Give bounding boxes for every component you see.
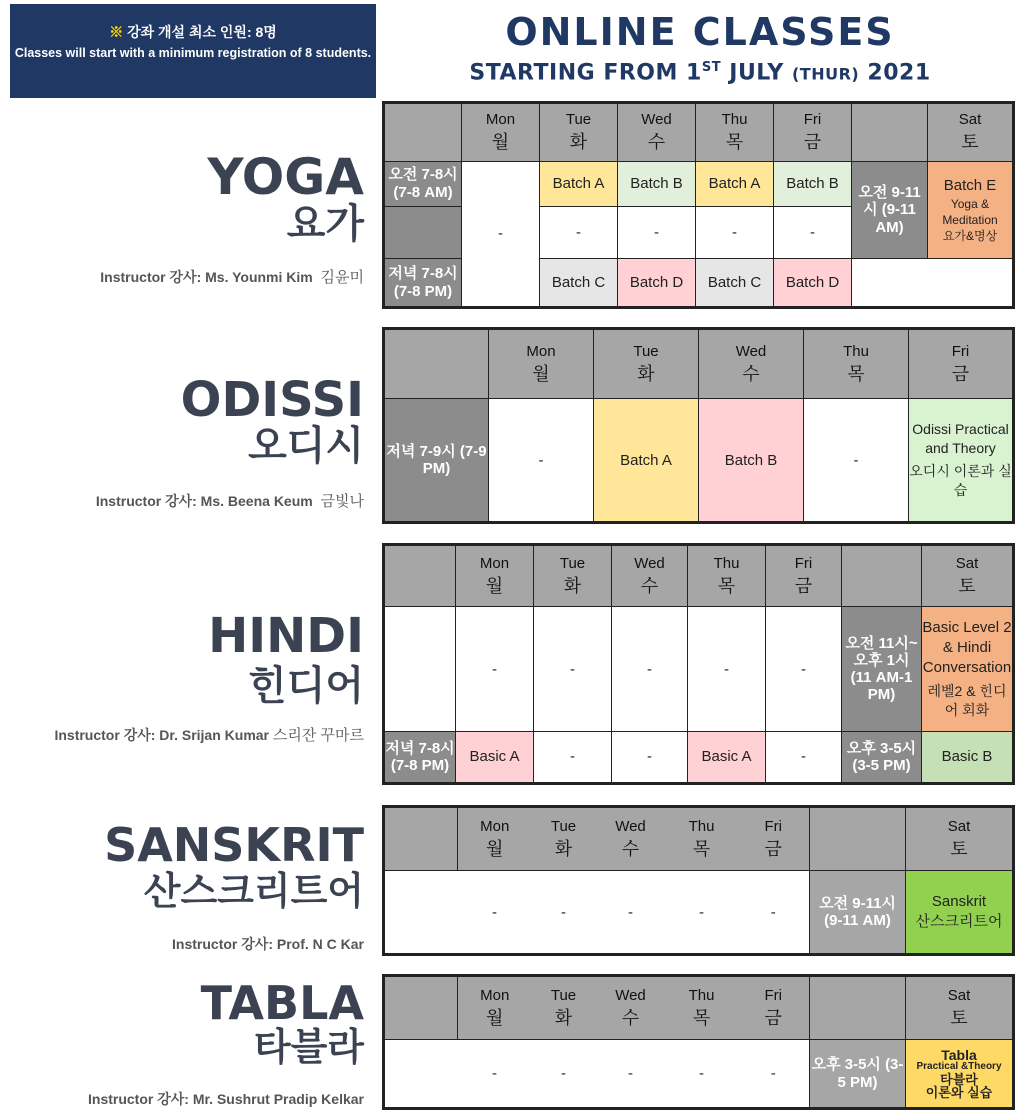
sanskrit-wed-cell: -	[596, 871, 666, 955]
odissi-header-fri: Fri 금	[909, 329, 1014, 399]
hindi-thu-evening: Basic A	[688, 731, 766, 783]
hindi-tue-cell: -	[534, 607, 612, 732]
hindi-time-sat-2: 오후 3-5시 (3-5 PM)	[842, 731, 922, 783]
sanskrit-instructor: Instructor 강사: Prof. N C Kar	[172, 936, 364, 952]
tabla-title	[200, 976, 364, 1069]
hindi-title	[208, 608, 364, 709]
tabla-header-blank	[384, 976, 458, 1040]
odissi-header-wed: Wed 수	[699, 329, 804, 399]
hindi-fri-evening: -	[766, 731, 842, 783]
yoga-header-blank	[384, 103, 462, 162]
yoga-thu-evening: Batch C	[696, 259, 774, 308]
yoga-header-tue: Tue 화	[540, 103, 618, 162]
sanskrit-thu-cell: -	[666, 871, 738, 955]
sanskrit-header-blank	[384, 807, 458, 871]
minimum-registration-notice	[10, 4, 376, 98]
sanskrit-header-mon: Mon 월	[458, 807, 532, 871]
tabla-thu-cell: -	[666, 1040, 738, 1109]
hindi-header-sat: Sat 토	[922, 545, 1014, 607]
hindi-title-ko: 힌디어	[248, 663, 364, 709]
tabla-sat-cell: Tabla Practical &Theory 타블라 이론와 실습	[906, 1040, 1014, 1109]
yoga-header-mon: Mon 월	[462, 103, 540, 162]
sanskrit-tue-cell: -	[532, 871, 596, 955]
reference-mark-icon: ※	[109, 24, 124, 40]
tabla-time: 오후 3-5시 (3-5 PM)	[810, 1040, 906, 1109]
odissi-mon-cell: -	[489, 399, 594, 523]
yoga-wed-mid: -	[618, 206, 696, 259]
yoga-fri-mid: -	[774, 206, 852, 259]
hindi-header-fri: Fri 금	[766, 545, 842, 607]
sanskrit-time-blank	[384, 871, 458, 955]
sanskrit-fri-cell: -	[738, 871, 810, 955]
odissi-header-thu: Thu 목	[804, 329, 909, 399]
tabla-tue-cell: -	[532, 1040, 596, 1109]
odissi-title	[180, 372, 364, 469]
yoga-title-ko: 요가	[286, 201, 364, 247]
hindi-header-blank	[384, 545, 456, 607]
yoga-sat-batch-e: Batch E Yoga & Meditation 요가&명상	[928, 161, 1014, 258]
hindi-mon-cell: -	[456, 607, 534, 732]
hindi-thu-cell: -	[688, 607, 766, 732]
yoga-fri-evening: Batch D	[774, 259, 852, 308]
odissi-thu-cell: -	[804, 399, 909, 523]
sanskrit-header-tue: Tue 화	[532, 807, 596, 871]
odissi-wed-cell: Batch B	[699, 399, 804, 523]
notice-english: Classes will start with a minimum registration of 8 students.	[14, 46, 372, 60]
hindi-time-evening: 저녁 7-8시 (7-8 PM)	[384, 731, 456, 783]
tabla-header-thu: Thu 목	[666, 976, 738, 1040]
tabla-schedule-table	[382, 974, 1015, 1110]
tabla-header-sat-time	[810, 976, 906, 1040]
yoga-time-blank	[384, 206, 462, 259]
sanskrit-schedule-table	[382, 805, 1015, 956]
hindi-schedule-table	[382, 543, 1015, 785]
hindi-header-wed: Wed 수	[612, 545, 688, 607]
hindi-header-sat-time	[842, 545, 922, 607]
notice-korean: 강좌 개설 최소 인원: 8명	[127, 24, 277, 40]
odissi-title-ko: 오디시	[248, 423, 364, 469]
yoga-tue-morning: Batch A	[540, 161, 618, 206]
yoga-time-sat: 오전 9-11시 (9-11 AM)	[852, 161, 928, 258]
yoga-header-thu: Thu 목	[696, 103, 774, 162]
sanskrit-title	[104, 818, 364, 913]
yoga-title	[207, 148, 364, 247]
tabla-mon-cell: -	[458, 1040, 532, 1109]
sanskrit-header-fri: Fri 금	[738, 807, 810, 871]
yoga-header-fri: Fri 금	[774, 103, 852, 162]
sanskrit-mon-cell: -	[458, 871, 532, 955]
tabla-header-mon: Mon 월	[458, 976, 532, 1040]
yoga-thu-mid: -	[696, 206, 774, 259]
odissi-header-tue: Tue 화	[594, 329, 699, 399]
sanskrit-title-en: SANSKRIT	[104, 818, 364, 872]
sanskrit-title-ko: 산스크리트어	[143, 869, 364, 913]
tabla-instructor: Instructor 강사: Mr. Sushrut Pradip Kelkar	[88, 1091, 364, 1107]
page-title: ONLINE CLASSES	[505, 10, 895, 54]
hindi-wed-evening: -	[612, 731, 688, 783]
odissi-instructor: Instructor 강사: Ms. Beena Keum 금빛나	[95, 493, 364, 510]
odissi-tue-cell: Batch A	[594, 399, 699, 523]
sanskrit-header-thu: Thu 목	[666, 807, 738, 871]
hindi-sat-level2: Basic Level 2 & Hindi Conversation 레벨2 & 힌디어 회화	[922, 607, 1014, 732]
yoga-schedule-table	[382, 101, 1015, 309]
odissi-schedule-table	[382, 327, 1015, 524]
yoga-tue-evening: Batch C	[540, 259, 618, 308]
yoga-thu-morning: Batch A	[696, 161, 774, 206]
yoga-header-sat-time	[852, 103, 928, 162]
page-subtitle: STARTING FROM 1ST JULY (THUR) 2021	[469, 60, 931, 86]
hindi-wed-cell: -	[612, 607, 688, 732]
odissi-title-en: ODISSI	[180, 372, 364, 428]
sanskrit-sat-cell: Sanskrit 산스크리트어	[906, 871, 1014, 955]
yoga-header-wed: Wed 수	[618, 103, 696, 162]
odissi-fri-cell: Odissi Practical and Theory 오디시 이론과 실습	[909, 399, 1014, 523]
hindi-time-blank	[384, 607, 456, 732]
tabla-title-ko: 타블라	[253, 1025, 364, 1069]
hindi-header-thu: Thu 목	[688, 545, 766, 607]
sanskrit-header-sat-time	[810, 807, 906, 871]
hindi-title-en: HINDI	[208, 608, 364, 664]
hindi-tue-evening: -	[534, 731, 612, 783]
yoga-fri-morning: Batch B	[774, 161, 852, 206]
tabla-time-blank	[384, 1040, 458, 1109]
tabla-header-sat: Sat 토	[906, 976, 1014, 1040]
yoga-instructor: Instructor 강사: Ms. Younmi Kim 김윤미	[100, 269, 364, 286]
tabla-title-en: TABLA	[200, 976, 364, 1030]
tabla-wed-cell: -	[596, 1040, 666, 1109]
yoga-wed-evening: Batch D	[618, 259, 696, 308]
odissi-header-mon: Mon 월	[489, 329, 594, 399]
hindi-sat-basic-b: Basic B	[922, 731, 1014, 783]
yoga-wed-morning: Batch B	[618, 161, 696, 206]
tabla-header-fri: Fri 금	[738, 976, 810, 1040]
sanskrit-header-wed: Wed 수	[596, 807, 666, 871]
yoga-time-morning: 오전 7-8시 (7-8 AM)	[384, 161, 462, 206]
yoga-tue-mid: -	[540, 206, 618, 259]
hindi-mon-evening: Basic A	[456, 731, 534, 783]
yoga-title-en: YOGA	[207, 148, 364, 206]
odissi-header-blank	[384, 329, 489, 399]
tabla-header-tue: Tue 화	[532, 976, 596, 1040]
tabla-fri-cell: -	[738, 1040, 810, 1109]
hindi-instructor: Instructor 강사: Dr. Srijan Kumar 스리잔 꾸마르	[54, 727, 364, 744]
yoga-sat-evening	[852, 259, 1014, 308]
odissi-time: 저녁 7-9시 (7-9 PM)	[384, 399, 489, 523]
yoga-time-evening: 저녁 7-8시 (7-8 PM)	[384, 259, 462, 308]
tabla-header-wed: Wed 수	[596, 976, 666, 1040]
hindi-time-sat-1: 오전 11시~ 오후 1시 (11 AM-1 PM)	[842, 607, 922, 732]
sanskrit-time: 오전 9-11시 (9-11 AM)	[810, 871, 906, 955]
hindi-header-tue: Tue 화	[534, 545, 612, 607]
sanskrit-header-sat: Sat 토	[906, 807, 1014, 871]
yoga-mon-cell: -	[462, 161, 540, 307]
yoga-header-sat: Sat 토	[928, 103, 1014, 162]
hindi-header-mon: Mon 월	[456, 545, 534, 607]
hindi-fri-cell: -	[766, 607, 842, 732]
